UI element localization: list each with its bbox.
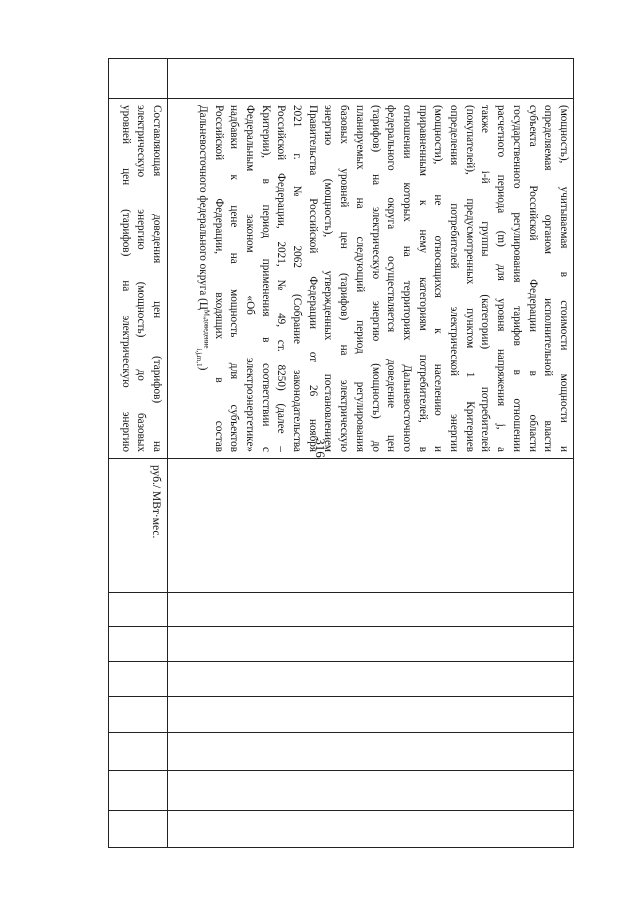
grid-line: [108, 770, 574, 771]
lower-line: уровней цен (тарифов) на электрическую энергию: [119, 105, 132, 452]
upper-line: определяемая органом исполнительной власти: [542, 105, 555, 452]
grid-line: [108, 626, 574, 627]
page-number: 316: [312, 438, 328, 458]
upper-line: надбавки к цене на мощность для субъектов: [228, 105, 241, 452]
upper-line: определения потребителей электрической энергии: [448, 105, 461, 452]
tariff-table: [108, 58, 574, 848]
upper-line: Федеральным законом «Об электроэнергетике»: [243, 105, 256, 452]
formula-line: [194, 105, 210, 452]
grid-line: [108, 847, 574, 848]
lower-description-cell: [109, 99, 167, 458]
upper-line: приравненным к нему категориям потребителей, в: [416, 105, 429, 452]
upper-description-cell: [168, 99, 573, 458]
grid-line: [108, 592, 574, 593]
upper-line: планируемых на следующий период регулирования: [353, 105, 366, 452]
grid-line: [108, 661, 574, 662]
upper-line: базовых уровней цен (тарифов) на электрическую: [338, 105, 351, 452]
lower-line: Составляющая доведения цен (тарифов) на: [151, 105, 163, 452]
formula-suffix: ): [196, 366, 209, 371]
unit-label: руб./ МВт·мес.: [150, 465, 162, 539]
upper-line: Российской Федерации, входящих в состав: [212, 105, 225, 452]
upper-line: (мощность), учитываемая в стоимости мощности и: [558, 105, 570, 452]
grid-line: [108, 458, 574, 459]
grid-line: [108, 810, 574, 811]
upper-line: (покупателей), предусмотренных пунктом 1 Критериев: [463, 105, 476, 452]
upper-line: также i-й группы (категории) потребителей: [479, 105, 492, 452]
upper-line: государственного регулирования тарифов в отношении: [510, 105, 523, 452]
lower-line: электрическую энергию (мощность) до базовых: [135, 105, 148, 452]
upper-line: Критерии), в период применения в соответствии с: [259, 105, 272, 452]
formula-superscript: M,доведение: [202, 309, 211, 349]
grid-line: [108, 696, 574, 697]
upper-line: энергию (мощность), утвержденных постановлением: [322, 105, 335, 452]
grid-line: [108, 732, 574, 733]
upper-line: 2021 г. № 2062 (Собрание законодательства: [291, 105, 304, 452]
unit-cell: [109, 459, 167, 592]
upper-line: расчетного периода (m) для уровня напряжения j, а: [495, 105, 508, 452]
upper-line: отношении которых на территориях Дальневосточного: [400, 105, 413, 452]
upper-line: Правительства Российской Федерации от 26 ноября: [306, 105, 319, 452]
grid-line: [573, 58, 574, 848]
upper-line: (мощности), не относящихся к населению и: [432, 105, 445, 452]
upper-line: субъекта Российской Федерации в области: [526, 105, 539, 452]
formula-prefix: Дальневосточного федерального округа (Ц: [196, 105, 209, 310]
grid-line: [108, 58, 574, 59]
upper-line: федерального округа осуществляется доведение цен: [385, 105, 398, 452]
formula-subscript: i,j,m,1: [194, 348, 203, 367]
upper-line: Российской Федерации, 2021, № 49, ст. 8250) (далее –: [275, 105, 288, 452]
upper-line: (тарифов) на электрическую энергию (мощность) до: [369, 105, 382, 452]
